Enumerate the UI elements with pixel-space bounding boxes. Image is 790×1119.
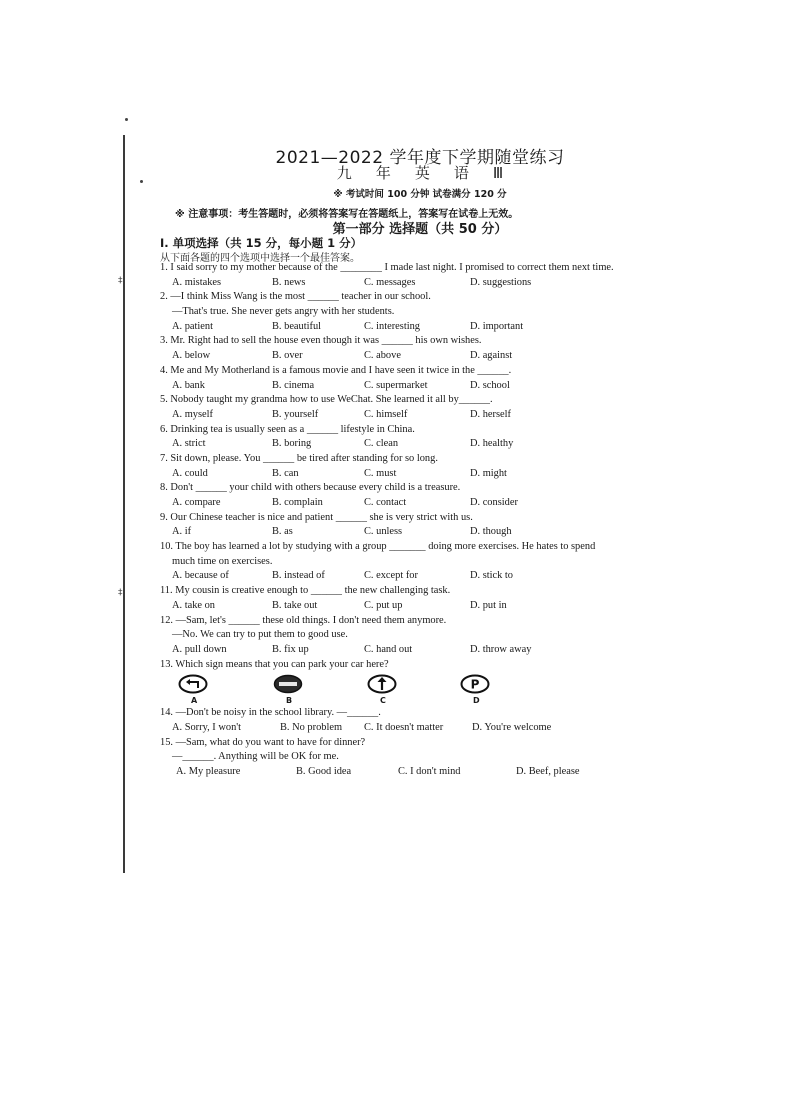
- option-c: C. contact: [364, 497, 407, 508]
- question-text: 12. —Sam, let's ______ these old things. I don't need them anymore.: [160, 614, 447, 626]
- question-10: [160, 540, 650, 584]
- scan-speck: [140, 180, 143, 183]
- question-14: [160, 706, 650, 735]
- sign-label-c: C: [380, 696, 386, 706]
- option-a: A. My pleasure: [176, 766, 241, 777]
- question-15: [160, 736, 650, 780]
- page-title: 2021—2022 学年度下学期随堂练习: [275, 148, 565, 168]
- binding-mark: ‡: [118, 588, 123, 598]
- part-heading: 第一部分 选择题（共 50 分）: [332, 222, 508, 237]
- question-text: 3. Mr. Right had to sell the house even though it was ______ his own wishes.: [160, 335, 482, 347]
- question-text: 5. Nobody taught my grandma how to use WeChat. She learned it all by______.: [160, 394, 493, 406]
- option-a: A. pull down: [172, 643, 227, 655]
- svg-text:P: P: [470, 677, 480, 692]
- option-a: A. below: [172, 350, 211, 362]
- question-text: 15. —Sam, what do you want to have for dinner?: [160, 736, 366, 748]
- option-b: B. can: [272, 467, 299, 479]
- question-6: [160, 423, 650, 452]
- option-c: C. interesting: [364, 320, 420, 332]
- option-c: C. except for: [364, 570, 418, 582]
- option-c: C. messages: [364, 276, 416, 288]
- option-a: A. patient: [172, 320, 213, 332]
- exam-notice: ※ 注意事项：考生答题时，必须将答案写在答题纸上，答案写在试卷上无效。: [175, 209, 519, 220]
- option-c: C. clean: [364, 438, 399, 450]
- question-text: 6. Drinking tea is usually seen as a ______ lifestyle in China.: [160, 423, 415, 435]
- sign-label-d: D: [473, 696, 480, 706]
- question-text: —No. We can try to put them to good use.: [172, 629, 348, 641]
- option-a: A. mistakes: [172, 276, 222, 288]
- option-d: D. consider: [470, 497, 518, 508]
- option-a: A. strict: [172, 438, 206, 450]
- option-d: D. throw away: [470, 643, 532, 655]
- binding-mark: ‡: [118, 276, 123, 286]
- turn-left-sign-icon: [178, 674, 208, 694]
- section-instruction: 从下面各题的四个选项中选择一个最佳答案。: [160, 253, 360, 264]
- question-2: [160, 290, 650, 334]
- option-d: D. herself: [470, 408, 511, 420]
- question-7: [160, 452, 650, 481]
- option-b: B. fix up: [272, 643, 309, 655]
- option-d: D. though: [470, 526, 512, 538]
- sign-options: [160, 672, 650, 706]
- option-c: C. himself: [364, 408, 408, 420]
- question-9: [160, 511, 650, 540]
- option-b: B. complain: [272, 497, 323, 508]
- option-d: D. school: [470, 379, 510, 391]
- option-b: B. beautiful: [272, 320, 322, 332]
- option-d: D. important: [470, 320, 524, 332]
- question-text: 7. Sit down, please. You ______ be tired after standing for so long.: [160, 452, 438, 464]
- option-c: C. unless: [364, 526, 403, 538]
- question-13: [160, 658, 650, 707]
- question-12: [160, 614, 650, 658]
- question-text: 14. —Don't be noisy in the school library. —______.: [160, 707, 381, 719]
- question-5: [160, 393, 650, 422]
- section-heading: I. 单项选择（共 15 分，每小题 1 分）: [160, 236, 363, 250]
- sign-label-b: B: [286, 696, 293, 706]
- option-b: B. over: [272, 350, 303, 362]
- option-d: D. against: [470, 350, 513, 362]
- option-b: B. yourself: [272, 408, 319, 420]
- option-b: B. as: [272, 526, 293, 538]
- option-d: D. You're welcome: [472, 721, 552, 733]
- option-d: D. might: [470, 467, 507, 479]
- scan-speck: [125, 118, 128, 121]
- option-c: C. supermarket: [364, 379, 428, 391]
- option-d: D. suggestions: [470, 276, 532, 288]
- option-d: D. put in: [470, 599, 507, 611]
- question-text: 10. The boy has learned a lot by studying with a group _______ doing more exercises. He hates to spend: [160, 541, 596, 553]
- question-8: [160, 481, 650, 510]
- option-b: B. instead of: [272, 570, 325, 582]
- question-text: —______. Anything will be OK for me.: [172, 751, 339, 763]
- option-c: C. must: [364, 467, 397, 479]
- option-c: C. I don't mind: [398, 766, 461, 777]
- sign-label-a: A: [191, 696, 198, 706]
- option-a: A. could: [172, 467, 208, 479]
- question-text: 13. Which sign means that you can park your car here?: [160, 658, 389, 670]
- question-3: [160, 334, 650, 363]
- option-a: A. compare: [172, 497, 221, 508]
- option-c: C. put up: [364, 599, 403, 611]
- exam-info: ※ 考试时间 100 分钟 试卷满分 120 分: [333, 189, 507, 200]
- subject-heading: 九 年 英 语 Ⅲ: [336, 164, 504, 182]
- option-a: A. take on: [172, 599, 215, 611]
- option-b: B. No problem: [280, 721, 343, 733]
- question-text: 4. Me and My Motherland is a famous movie and I have seen it twice in the ______.: [160, 364, 512, 376]
- option-b: B. boring: [272, 438, 312, 450]
- option-c: C. It doesn't matter: [364, 721, 444, 733]
- option-d: D. Beef, please: [516, 766, 580, 777]
- option-a: A. myself: [172, 408, 213, 420]
- option-a: A. because of: [172, 570, 229, 582]
- question-text: 2. —I think Miss Wang is the most ______ teacher in our school.: [160, 291, 431, 303]
- option-c: C. hand out: [364, 643, 413, 655]
- option-b: B. Good idea: [296, 766, 352, 777]
- binding-margin-line: [123, 135, 125, 873]
- question-text: 8. Don't ______ your child with others because every child is a treasure.: [160, 482, 461, 494]
- no-entry-sign-icon: [273, 674, 303, 694]
- option-c: C. above: [364, 350, 401, 362]
- question-4: [160, 364, 650, 393]
- straight-ahead-sign-icon: [367, 674, 397, 694]
- question-text: —That's true. She never gets angry with her students.: [172, 306, 395, 318]
- option-a: A. if: [172, 526, 192, 538]
- parking-sign-icon: [460, 674, 490, 694]
- question-1: [160, 261, 650, 290]
- option-d: D. stick to: [470, 570, 514, 582]
- question-text: 11. My cousin is creative enough to ______ the new challenging task.: [160, 585, 451, 597]
- option-a: A. bank: [172, 379, 205, 391]
- option-d: D. healthy: [470, 438, 514, 450]
- question-text: 9. Our Chinese teacher is nice and patient ______ she is very strict with us.: [160, 511, 473, 523]
- question-11: [160, 584, 650, 613]
- option-b: B. cinema: [272, 379, 315, 391]
- question-list: [160, 261, 650, 780]
- option-a: A. Sorry, I won't: [172, 721, 242, 733]
- question-text: much time on exercises.: [172, 555, 273, 567]
- option-b: B. take out: [272, 599, 318, 611]
- option-b: B. news: [272, 276, 306, 288]
- question-text: 1. I said sorry to my mother because of the ________ I made last night. I promised to correct them next time.: [160, 262, 614, 273]
